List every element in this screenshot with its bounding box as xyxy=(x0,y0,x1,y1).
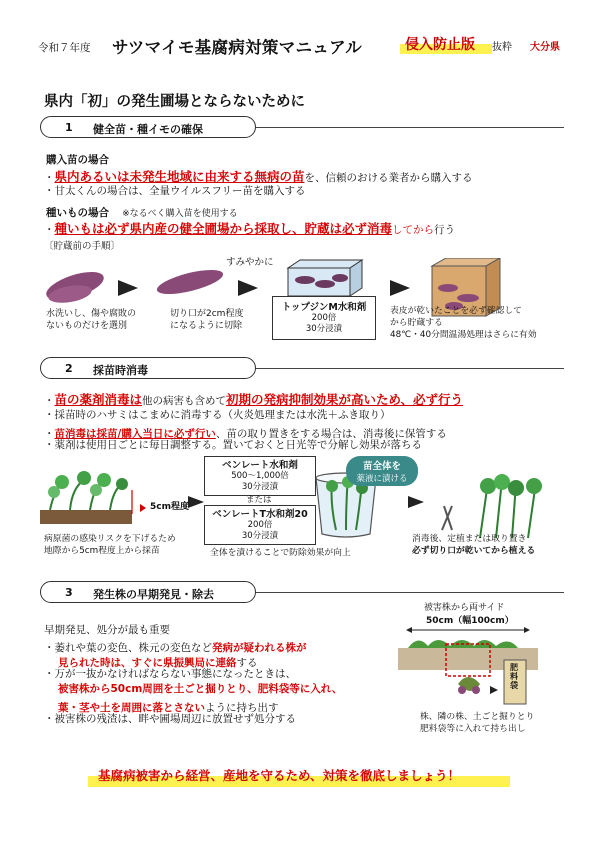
or-label: または xyxy=(246,495,272,505)
dip-tank xyxy=(288,260,362,296)
s3-l2d: する xyxy=(236,657,258,669)
s2-right-line-2: 必ず切り口が乾いてから植える xyxy=(412,545,536,556)
topsin-time: 30分浸漬 xyxy=(305,324,343,335)
s3-l2c: 見られた時は、すぐに県振興局に連絡 xyxy=(58,657,237,669)
benlate-t-dose: 200倍 xyxy=(247,520,273,530)
scissors-and-seedlings xyxy=(442,474,542,538)
excerpt-label: 抜粋 xyxy=(492,42,512,53)
s3-line-5: 被害株から50cm周囲を土ごと掘りとり、肥料袋等に入れ、 xyxy=(58,683,343,695)
benlate-box xyxy=(204,456,316,496)
s3-l3c: 葉・茎や土を周囲に落とさない xyxy=(58,702,205,714)
purchase-line-1: ・県内あるいは未発生地域に由来する無病の苗を、信頼のおける業者から購入する xyxy=(44,169,473,184)
section-1-number: 1 xyxy=(65,121,73,134)
bubble-line-2: 薬液に漬ける xyxy=(356,474,408,484)
section-2-number: 2 xyxy=(65,362,73,375)
section-3-title: 発生株の早期発見・除去 xyxy=(93,588,214,601)
s2-right-caption xyxy=(412,534,535,558)
purchase-line-2: ・甘太くんの場合は、全量ウイルスフリー苗を購入する xyxy=(44,185,306,197)
benlate-t-time: 30分浸漬 xyxy=(241,531,279,542)
step-4-caption xyxy=(390,306,537,342)
cut-height-label: 5cm程度 xyxy=(150,502,189,512)
s2-right-line-1: 消毒後、定植または取り置き xyxy=(412,534,527,544)
manual-title: サツマイモ基腐病対策マニュアル xyxy=(112,38,363,57)
s3-l2b: 発病が疑われる株が xyxy=(212,642,307,654)
arrow-4 xyxy=(188,496,204,508)
step-2-line-2: になるように切除 xyxy=(170,321,243,332)
benlate-dose: 500～1,000倍 xyxy=(231,471,289,481)
step-1-line-1: 水洗いし、傷や腐敗の xyxy=(46,309,137,319)
step-4-line-2: から貯蔵する xyxy=(390,317,443,328)
quick-label: すみやかに xyxy=(226,257,274,268)
step-4-line-3: 48℃・40分間温湯処理はさらに有効 xyxy=(390,329,537,340)
s2-left-line-1: 病原菌の感染リスクを下げるため xyxy=(44,534,176,544)
s3-fig-caption xyxy=(420,712,534,736)
purchase-rest: を、信頼のおける業者から購入する xyxy=(304,172,473,184)
seed-rest-red: してから xyxy=(392,224,435,236)
sweet-potato-washed xyxy=(43,266,107,305)
section-3-number: 3 xyxy=(65,586,73,599)
purchase-heading: 購入苗の場合 xyxy=(46,154,109,166)
step-1-caption xyxy=(46,308,136,332)
bubble-line-1: 苗全体を xyxy=(362,461,401,472)
prefecture-label: 大分県 xyxy=(530,42,560,53)
topsin-name: トップジンM水和剤 xyxy=(281,302,367,313)
page-title: 県内「初」の発生圃場とならないために xyxy=(44,94,305,110)
arrow-5 xyxy=(408,496,424,508)
bag-label: 肥料袋 xyxy=(510,663,518,690)
s2-mid-caption: 全体を漬けることで防除効果が向上 xyxy=(210,548,351,558)
section-2-heading xyxy=(40,357,256,379)
step-4-line-1: 表皮が乾いたことを必ず確認して xyxy=(390,306,522,316)
s3-l3d: ように持ち出す xyxy=(205,702,279,714)
s3-cap-line-2: 肥料袋等に入れて持ち出し xyxy=(420,723,526,734)
fig-label-1: 被害株から両サイド xyxy=(424,603,505,613)
step-2-caption xyxy=(170,308,243,332)
seed-rest: 行う xyxy=(434,224,456,236)
step-2-line-1: 切り口が2cm程度 xyxy=(170,309,244,319)
edition-label: 侵入防止版 xyxy=(405,37,475,53)
footer-slogan: 基腐病被害から経営、産地を守るため、対策を徹底しましょう！ xyxy=(98,768,461,783)
s2-left-line-2: 地際から5cm程度上から採苗 xyxy=(44,545,160,556)
benlate-name: ベンレート水和剤 xyxy=(222,460,298,471)
s2-l1-mid: 他の病害も含めて xyxy=(142,395,227,407)
pre-storage-label: 〔貯蔵前の手順〕 xyxy=(44,241,121,252)
s2-l3-rest: 、苗の取り置きをする場合は、消毒後に保管する xyxy=(215,428,447,440)
seed-note: ※なるべく購入苗を使用する xyxy=(122,209,238,219)
fig-label-2: 50cm（幅100cm） xyxy=(426,616,514,626)
s3-cap-line-1: 株、隣の株、土ごと掘りとり xyxy=(420,712,535,722)
s2-l3-red: 苗消毒は採苗/購入当日に必ず行い xyxy=(54,428,216,440)
seed-heading: 種いもの場合 xyxy=(46,207,109,219)
s2-l1-red2: 初期の発病抑制効果が高いため、必ず行う xyxy=(226,392,464,407)
s3-line-4: ・万が一抜かなければならない事態になったときは、 xyxy=(44,668,296,680)
benlate-t-box xyxy=(204,505,316,545)
s3-l2a: ・萎れや葉の変色、株元の変色など xyxy=(44,642,212,654)
sweet-potato-cut xyxy=(155,265,225,299)
s2-line-4: ・薬剤は使用日ごとに毎日調整する。置いておくと日光等で分解し効果が落ちる xyxy=(44,439,422,451)
purchase-red: 県内あるいは未発生地域に由来する無病の苗 xyxy=(54,169,305,184)
s2-left-caption xyxy=(44,534,176,558)
arrow-2 xyxy=(238,280,258,296)
arrow-1 xyxy=(118,280,138,296)
section-1-heading xyxy=(40,116,256,138)
s2-line-2: ・採苗時のハサミはこまめに消毒する（火炎処理または水洗＋ふき取り） xyxy=(44,409,391,421)
topsin-dose: 200倍 xyxy=(311,313,337,323)
topsin-box xyxy=(272,296,376,340)
arrow-3 xyxy=(390,280,410,296)
s3-line-1: 早期発見、処分が最も重要 xyxy=(44,624,170,636)
seed-line: ・種いもは必ず県内産の健全圃場から採取し、貯蔵は必ず消毒してから行う xyxy=(44,221,456,236)
dip-bubble xyxy=(346,456,418,486)
step-1-line-2: ないものだけを選別 xyxy=(46,321,128,332)
section-2-title: 採苗時消毒 xyxy=(93,364,148,377)
benlate-t-name: ベンレートT水和剤20 xyxy=(212,509,308,520)
benlate-time: 30分浸漬 xyxy=(241,482,279,493)
section-1-title: 健全苗・種イモの確保 xyxy=(93,123,203,136)
s2-l1-red: 苗の薬剤消毒は xyxy=(54,392,143,407)
s3-line-7: ・被害株の残渣は、畔や圃場周辺に放置せず処分する xyxy=(44,713,296,725)
s2-line-1: ・苗の薬剤消毒は他の病害も含めて初期の発病抑制効果が高いため、必ず行う xyxy=(44,392,464,407)
seedling-field xyxy=(40,471,146,524)
s2-line-3: ・苗消毒は採苗/購入当日に必ず行い、苗の取り置きをする場合は、消毒後に保管する xyxy=(44,428,447,440)
seed-red: 種いもは必ず県内産の健全圃場から採取し、貯蔵は必ず消毒 xyxy=(54,221,393,236)
dig-out-figure xyxy=(398,624,568,706)
section-3-heading xyxy=(40,581,256,603)
header-year: 令和７年度 xyxy=(38,42,91,54)
